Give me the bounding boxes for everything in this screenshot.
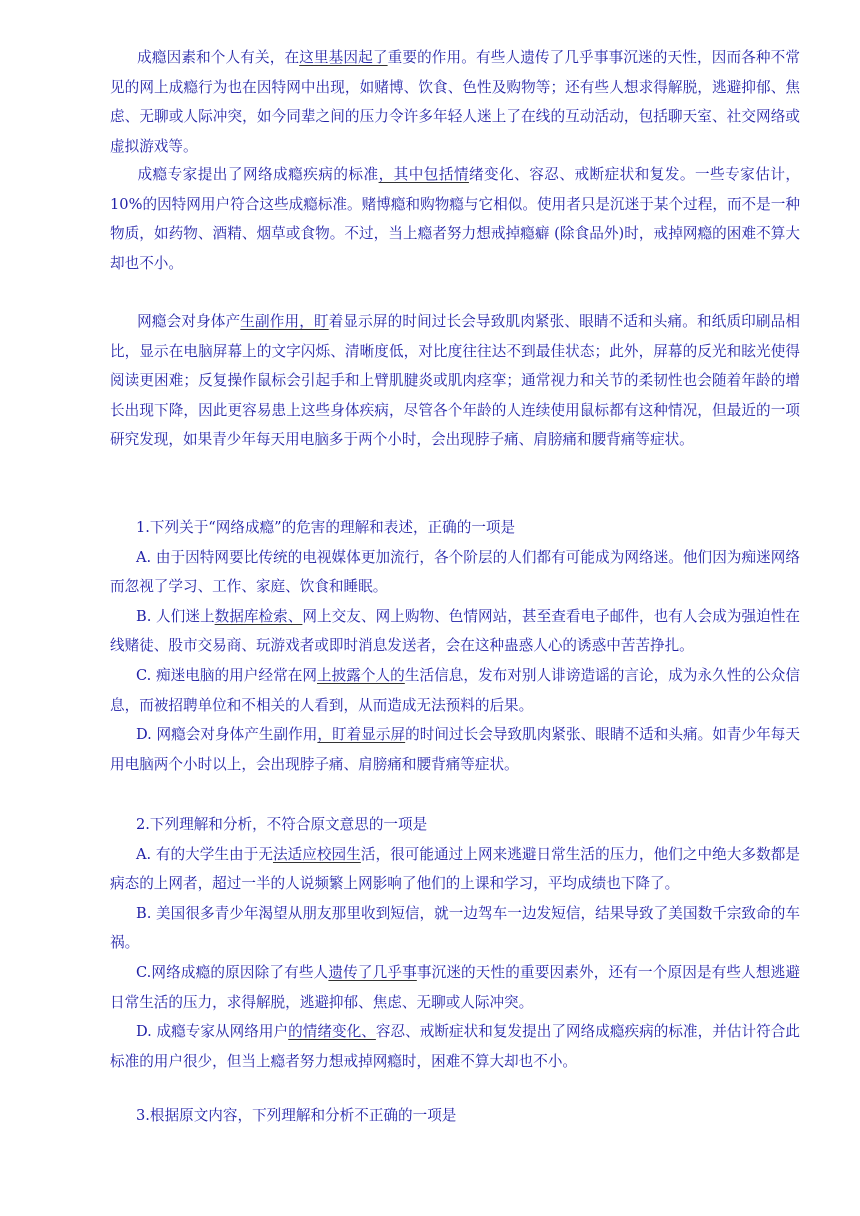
- question-2: [110, 810, 800, 1076]
- text-run: 重要的作用。有些人遗传了几乎事事沉迷的天性，因而各种不常见的网上成瘾行为也在因特网中出现，如赌博、饮食、色性及购物等；还有些人想求得解脱，逃避抑郁、焦虑、无聊或人际冲突，如今同辈之间的压力令许多年轻人迷上了在线的互动活动，包括聊天室、社交网络或虚拟游戏等。: [110, 49, 800, 155]
- option-c: C. 痴迷电脑的用户经常在网上披露个人的生活信息，发布对别人诽谤造谣的言论，成为永久性的公众信息，而被招聘单位和不相关的人看到，从而造成无法预料的后果。: [110, 666, 800, 714]
- option-c: C.网络成瘾的原因除了有些人遗传了几乎事事沉迷的天性的重要因素外，还有一个原因是有些人想逃避日常生活的压力，求得解脱，逃避抑郁、焦虑、无聊或人际冲突。: [110, 963, 800, 1011]
- text-run: 成瘾专家提出了网络成瘾疾病的标准: [137, 166, 379, 183]
- option-a: A. 有的大学生由于无法适应校园生活，很可能通过上网来逃避日常生活的压力，他们之中绝大多数都是病态的上网者，超过一半的人说频繁上网影响了他们的上课和学习，平均成绩也下降了。: [110, 845, 800, 893]
- underlined-text: ，其中包括情: [378, 166, 469, 183]
- option-a: A. 由于因特网要比传统的电视媒体更加流行，各个阶层的人们都有可能成为网络迷。他们因为痴迷网络而忽视了学习、工作、家庭、饮食和睡眠。: [110, 548, 800, 596]
- text-run: 成瘾因素和个人有关，在: [137, 49, 300, 66]
- option-d: D. 网瘾会对身体产生副作用，盯着显示屏的时间过长会导致肌肉紧张、眼睛不适和头痛。如青少年每天用电脑两个小时以上，会出现脖子痛、肩膀痛和腰背痛等症状。: [110, 726, 800, 773]
- underlined-text: 生副作用，盯: [240, 313, 329, 330]
- article-paragraph-2: [110, 160, 800, 278]
- underlined-text: 这里基因起了: [299, 49, 388, 66]
- text-run: 着显示屏的时间过长会导致肌肉紧张、眼睛不适和头痛。和纸质印刷品相比，显示在电脑屏幕上的文字闪烁、清晰度低，对比度往往达不到最佳状态；此外，屏幕的反光和眩光使得阅读更困难；反复操作鼠标会引起手和上臂肌腱炎或肌肉痉挛；通常视力和关节的柔韧性也会随着年龄的增长出现下降，因此更容易患上这些身体疾病，尽管各个年龄的人连续使用鼠标都有这种情况，但最近的一项研究发现，如果青少年每天用电脑多于两个小时，会出现脖子痛、肩膀痛和腰背痛等症状。: [110, 313, 800, 449]
- option-b: B. 人们迷上数据库检索、网上交友、网上购物、色情网站，甚至查看电子邮件，也有人会成为强迫性在线赌徒、股市交易商、玩游戏者或即时消息发送者，会在这种蛊惑人心的诱惑中苦苦挣扎。: [110, 607, 800, 655]
- question-stem: 3.根据原文内容，下列理解和分析不正确的一项是: [136, 1107, 457, 1124]
- option-d: D. 成瘾专家从网络用户的情绪变化、容忍、戒断症状和复发提出了网络成瘾疾病的标准，并估计符合此标准的用户很少，但当上瘾者努力想戒掉网瘾时，困难不算大却也不小。: [110, 1023, 800, 1070]
- question-1: [110, 513, 800, 779]
- question-3: [110, 1101, 800, 1131]
- text-run: 网瘾会对身体产: [137, 313, 241, 330]
- question-stem: 1.下列关于“网络成瘾”的危害的理解和表述，正确的一项是: [136, 519, 516, 536]
- article-paragraph-1: [110, 43, 800, 161]
- text-run: 绪变化、容忍、戒断症状和复发。一些专家估计，10%的因特网用户符合这些成瘾标准。赌博瘾和购物瘾与它相似。使用者只是沉迷于某个过程，而不是一种物质，如药物、酒精、烟草或食物。不过，当上瘾者努力想戒掉瘾癖 (除食品外)时，戒掉网瘾的困难不算大却也不小。: [110, 166, 800, 272]
- article-paragraph-3: [110, 307, 800, 455]
- question-stem: 2.下列理解和分析，不符合原文意思的一项是: [136, 816, 428, 833]
- option-b: B. 美国很多青少年渴望从朋友那里收到短信，就一边驾车一边发短信，结果导致了美国数千宗致命的车祸。: [110, 904, 800, 952]
